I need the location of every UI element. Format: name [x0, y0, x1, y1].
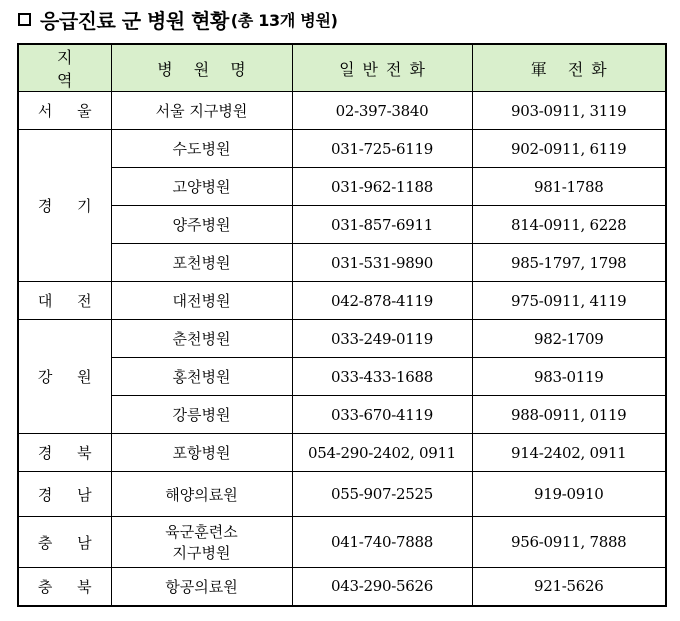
hospital-cell: 항공의료원	[111, 568, 292, 606]
phone-cell: 031-857-6911	[292, 206, 472, 244]
phone-cell: 055-907-2525	[292, 472, 472, 517]
header-phone: 일반전화	[292, 44, 472, 92]
mil-phone-cell: 919-0910	[472, 472, 666, 517]
phone-cell: 031-531-9890	[292, 244, 472, 282]
region-cell: 강 원	[18, 320, 111, 434]
phone-cell: 043-290-5626	[292, 568, 472, 606]
checkbox-icon	[18, 13, 31, 26]
mil-phone-cell: 982-1709	[472, 320, 666, 358]
mil-phone-cell: 988-0911, 0119	[472, 396, 666, 434]
phone-cell: 042-878-4119	[292, 282, 472, 320]
title-sub: (총 13개 병원)	[230, 10, 338, 30]
phone-cell: 02-397-3840	[292, 92, 472, 130]
region-cell: 충 남	[18, 517, 111, 568]
mil-phone-cell: 956-0911, 7888	[472, 517, 666, 568]
hospital-cell: 포항병원	[111, 434, 292, 472]
page-title	[18, 4, 338, 34]
mil-phone-cell: 903-0911, 3119	[472, 92, 666, 130]
hospital-cell: 포천병원	[111, 244, 292, 282]
mil-phone-cell: 983-0119	[472, 358, 666, 396]
hospital-cell: 양주병원	[111, 206, 292, 244]
phone-cell: 031-962-1188	[292, 168, 472, 206]
phone-cell: 033-433-1688	[292, 358, 472, 396]
hospital-cell: 대전병원	[111, 282, 292, 320]
table-row	[18, 320, 666, 358]
region-cell: 대 전	[18, 282, 111, 320]
hospital-cell: 서울 지구병원	[111, 92, 292, 130]
table-row	[18, 92, 666, 130]
region-cell: 경 북	[18, 434, 111, 472]
phone-cell: 031-725-6119	[292, 130, 472, 168]
phone-cell: 041-740-7888	[292, 517, 472, 568]
header-region: 지 역	[18, 44, 111, 92]
hospital-cell: 춘천병원	[111, 320, 292, 358]
table-row	[18, 434, 666, 472]
header-mil-phone: 軍 전화	[472, 44, 666, 92]
mil-phone-cell: 921-5626	[472, 568, 666, 606]
hospital-cell: 강릉병원	[111, 396, 292, 434]
title-main: 응급진료 군 병원 현황	[40, 8, 229, 33]
table-row	[18, 130, 666, 168]
hospital-cell	[111, 517, 292, 568]
table-row	[18, 244, 666, 282]
region-cell: 경 기	[18, 130, 111, 282]
hospital-cell: 해양의료원	[111, 472, 292, 517]
mil-phone-cell: 975-0911, 4119	[472, 282, 666, 320]
table-row	[18, 472, 666, 517]
phone-cell: 033-670-4119	[292, 396, 472, 434]
phone-cell: 033-249-0119	[292, 320, 472, 358]
mil-phone-cell: 814-0911, 6228	[472, 206, 666, 244]
header-hospital: 병 원 명	[111, 44, 292, 92]
table-row	[18, 206, 666, 244]
hospital-table	[17, 43, 667, 607]
hospital-name-line2: 지구병원	[172, 544, 231, 562]
table-row	[18, 568, 666, 606]
table-row	[18, 396, 666, 434]
table-row	[18, 282, 666, 320]
table-row	[18, 168, 666, 206]
hospital-name-line1: 육군훈련소	[165, 523, 238, 541]
hospital-cell: 홍천병원	[111, 358, 292, 396]
hospital-cell: 고양병원	[111, 168, 292, 206]
table-header-row	[18, 44, 666, 92]
region-cell: 충 북	[18, 568, 111, 606]
mil-phone-cell: 914-2402, 0911	[472, 434, 666, 472]
region-cell: 서 울	[18, 92, 111, 130]
hospital-cell: 수도병원	[111, 130, 292, 168]
mil-phone-cell: 902-0911, 6119	[472, 130, 666, 168]
table-row	[18, 358, 666, 396]
mil-phone-cell: 985-1797, 1798	[472, 244, 666, 282]
mil-phone-cell: 981-1788	[472, 168, 666, 206]
region-cell: 경 남	[18, 472, 111, 517]
table-row	[18, 517, 666, 568]
phone-cell: 054-290-2402, 0911	[292, 434, 472, 472]
